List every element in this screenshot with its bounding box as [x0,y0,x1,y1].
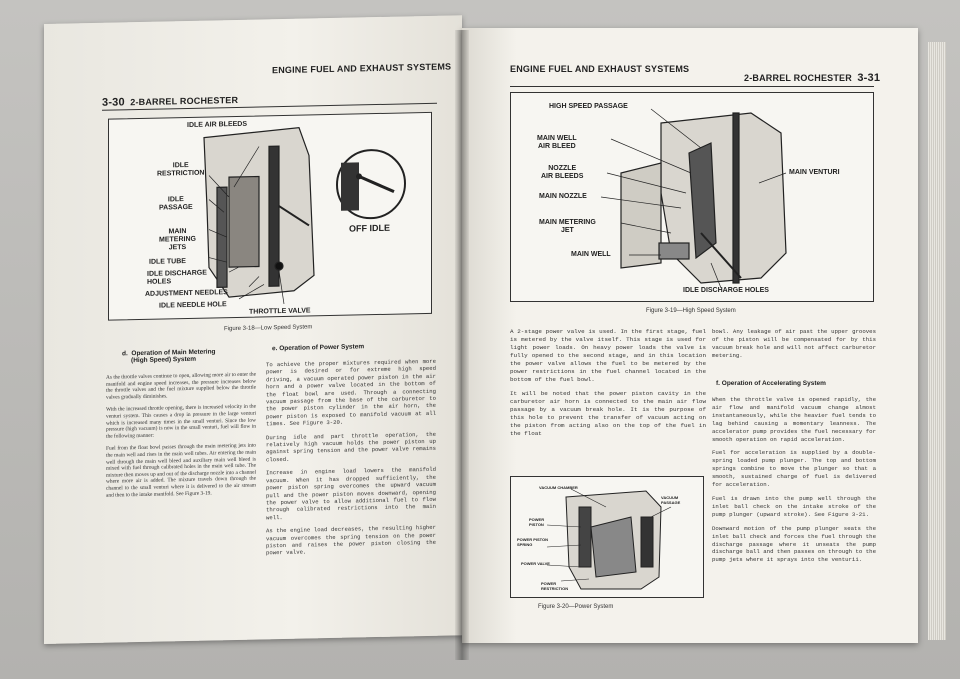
figure-high-speed-system [510,92,874,302]
section-d-heading: d. Operation of Main Metering (High Speed) System [122,348,216,365]
right-col1-paragraph: A 2-stage power valve is used. In the first stage, fuel is metered by the valve itself. This stage is used for light power loads. On heavy power loads the valve is fully opened to the second stage, and in this location the power valve allows the fuel to be metered by the power restrictions in the fuel channel located in the bottom of the fuel bowl. [510,328,706,383]
book-page-edges [928,42,946,640]
label-adjustment-needles: ADJUSTMENT NEEDLES [145,289,228,298]
label-power-restriction: POWER RESTRICTION [541,581,569,591]
label-main-well-air-bleed: MAIN WELL AIR BLEED [537,135,577,150]
label-off-idle: OFF IDLE [349,222,390,234]
figure-power-system [510,476,704,598]
right-page-header [744,72,880,84]
label-idle-needle-hole: IDLE NEEDLE HOLE [159,301,227,310]
right-page-number: 3-31 [857,72,881,84]
left-header-section: 2-BARREL ROCHESTER [130,94,239,108]
section-f-paragraph: When the throttle valve is opened rapidly, the air flow and manifold vacuum change almost instantaneously, while the heavier fuel tends to lag behind causing a momentary leanness. The accelerator pump provides the fuel necessary for smooth operation on rapid acceleration. [712,396,876,443]
section-f-paragraph: Downward motion of the pump plunger seats the inlet ball check and forces the fuel through the discharge passage where it unseats the pump discharge ball and then passes on through to the pump jets where it sprays into the venturii. [712,524,876,564]
label-power-piston-spring: POWER PISTON SPRING [517,537,549,547]
right-header-section: 2-BARREL ROCHESTER [744,73,852,83]
label-main-metering-jets: MAIN METERING JETS [159,228,196,252]
low-speed-diagram [109,113,431,320]
book-gutter [455,30,469,660]
label-idle-tube: IDLE TUBE [149,258,186,266]
figure-3-19-caption: Figure 3-19—High Speed System [646,308,736,314]
left-page [44,15,462,644]
label-main-venturi: MAIN VENTURI [789,169,840,176]
label-idle-discharge-holes: IDLE DISCHARGE HOLES [147,269,207,286]
section-e-body [266,358,436,563]
figure-3-20-caption: Figure 3-20—Power System [538,604,614,610]
section-f-paragraph: Fuel is drawn into the pump well through the inlet ball check on the intake stroke of the pump plunger (upward stroke). See Figure 3-21. [712,494,876,518]
label-idle-discharge-holes-2: IDLE DISCHARGE HOLES [683,287,769,294]
section-f-body [712,396,876,570]
section-e-paragraph: To achieve the proper mixtures required when more power is desired or for extreme high speed driving, a vacuum operated power piston in the air horn and a power valve located in the bottom of the float bowl are used. Through a connecting vacuum passage from the base of the carburetor to the power piston cylinder in the air horn, the power piston is exposed to manifold vacuum at all times. See Figure 3-20. [266,357,436,428]
section-e-paragraph: As the engine load decreases, the resulting higher vacuum overcomes the spring tension on the power piston and raises the power piston closing the power valve. [266,523,436,557]
section-d-paragraph: As the throttle valves continue to open, allowing more air to enter the manifold and engine speed increases, the pressure increases below the throttle valves and the fuel mixture supplied below the throttle valves gradually diminishes. [106,371,256,401]
right-header-rule [510,86,874,87]
label-power-piston: POWER PISTON [529,517,545,527]
section-e-paragraph: Increase in engine load lowers the manifold vacuum. When it has dropped sufficiently, the power piston spring overcomes the upward vacuum pull and the power piston moves downward, opening the power valve to allow additional fuel to flow through calibrated restrictions into the main well. [266,466,436,522]
label-high-speed-passage: HIGH SPEED PASSAGE [549,103,628,110]
label-idle-passage: IDLE PASSAGE [159,196,193,212]
section-e-heading: e. Operation of Power System [272,343,365,353]
label-main-metering-jet: MAIN METERING JET [539,219,596,234]
label-main-nozzle: MAIN NOZZLE [539,193,587,200]
section-d-paragraph: With the increased throttle opening, there is increased velocity in the venturi system. This causes a drop in pressure in the large venturi which is increased many times in the small venturi. Since the low pressure (high vacuum) is now in the small venturi, fuel will flow in the following manner: [106,403,256,440]
off-idle-inset [337,149,405,218]
section-f-paragraph: Fuel for acceleration is supplied by a double-spring loaded pump plunger. The top and bottom springs combine to move the plunger so that a smooth, sustained charge of fuel is delivered for acceleration. [712,449,876,489]
section-d-body [106,372,256,505]
left-header-title: ENGINE FUEL AND EXHAUST SYSTEMS [272,61,452,76]
label-idle-air-bleeds: IDLE AIR BLEEDS [187,120,248,130]
right-header-title: ENGINE FUEL AND EXHAUST SYSTEMS [510,64,690,74]
figure-low-speed-system [108,112,432,321]
right-page [462,28,918,643]
label-vacuum-passage: VACUUM PASSAGE [661,495,681,505]
right-col1-paragraph: It will be noted that the power piston cavity in the carburetor air horn is connected to the main air flow passage by a vacuum break hole. It is the purpose of this hole to prevent the transfer of vacuum acting on the piston from acting also on the top of the fuel in the float [510,390,706,437]
section-d-paragraph: Fuel from the float bowl passes through the main metering jets into the main well and rises in the main well tubes. Air entering the main well through the main well bleed and auxiliary main well bleed is mixed with fuel through calibrated holes in the main well tube. The mixture then moves up and out of the discharge nozzle into a channel where more air is added. The mixture travels down through the channel to the small venturi where it is delivered to the air stream and then to the intake manifold. See Figure 3-19. [106,442,256,499]
label-power-valve: POWER VALVE [521,561,550,566]
right-col1-body [510,328,706,444]
label-nozzle-air-bleeds: NOZZLE AIR BLEEDS [541,165,584,180]
section-f-heading: f. Operation of Accelerating System [716,380,826,387]
label-throttle-valve: THROTTLE VALVE [249,307,311,316]
left-page-number: 3-30 [102,96,125,109]
figure-3-18-caption: Figure 3-18—Low Speed System [224,324,313,333]
section-e-paragraph: During idle and part throttle operation, the relatively high vacuum holds the power piston up against spring tension and the power valve remains closed. [266,430,436,464]
right-col2-intro: bowl. Any leakage of air past the upper grooves of the piston will be compensated for by this vacuum break hole and will not affect carburetor metering. [712,328,876,359]
label-idle-restriction: IDLE RESTRICTION [157,161,205,178]
label-vacuum-chamber: VACUUM CHAMBER [539,485,578,490]
label-main-well: MAIN WELL [571,251,611,258]
